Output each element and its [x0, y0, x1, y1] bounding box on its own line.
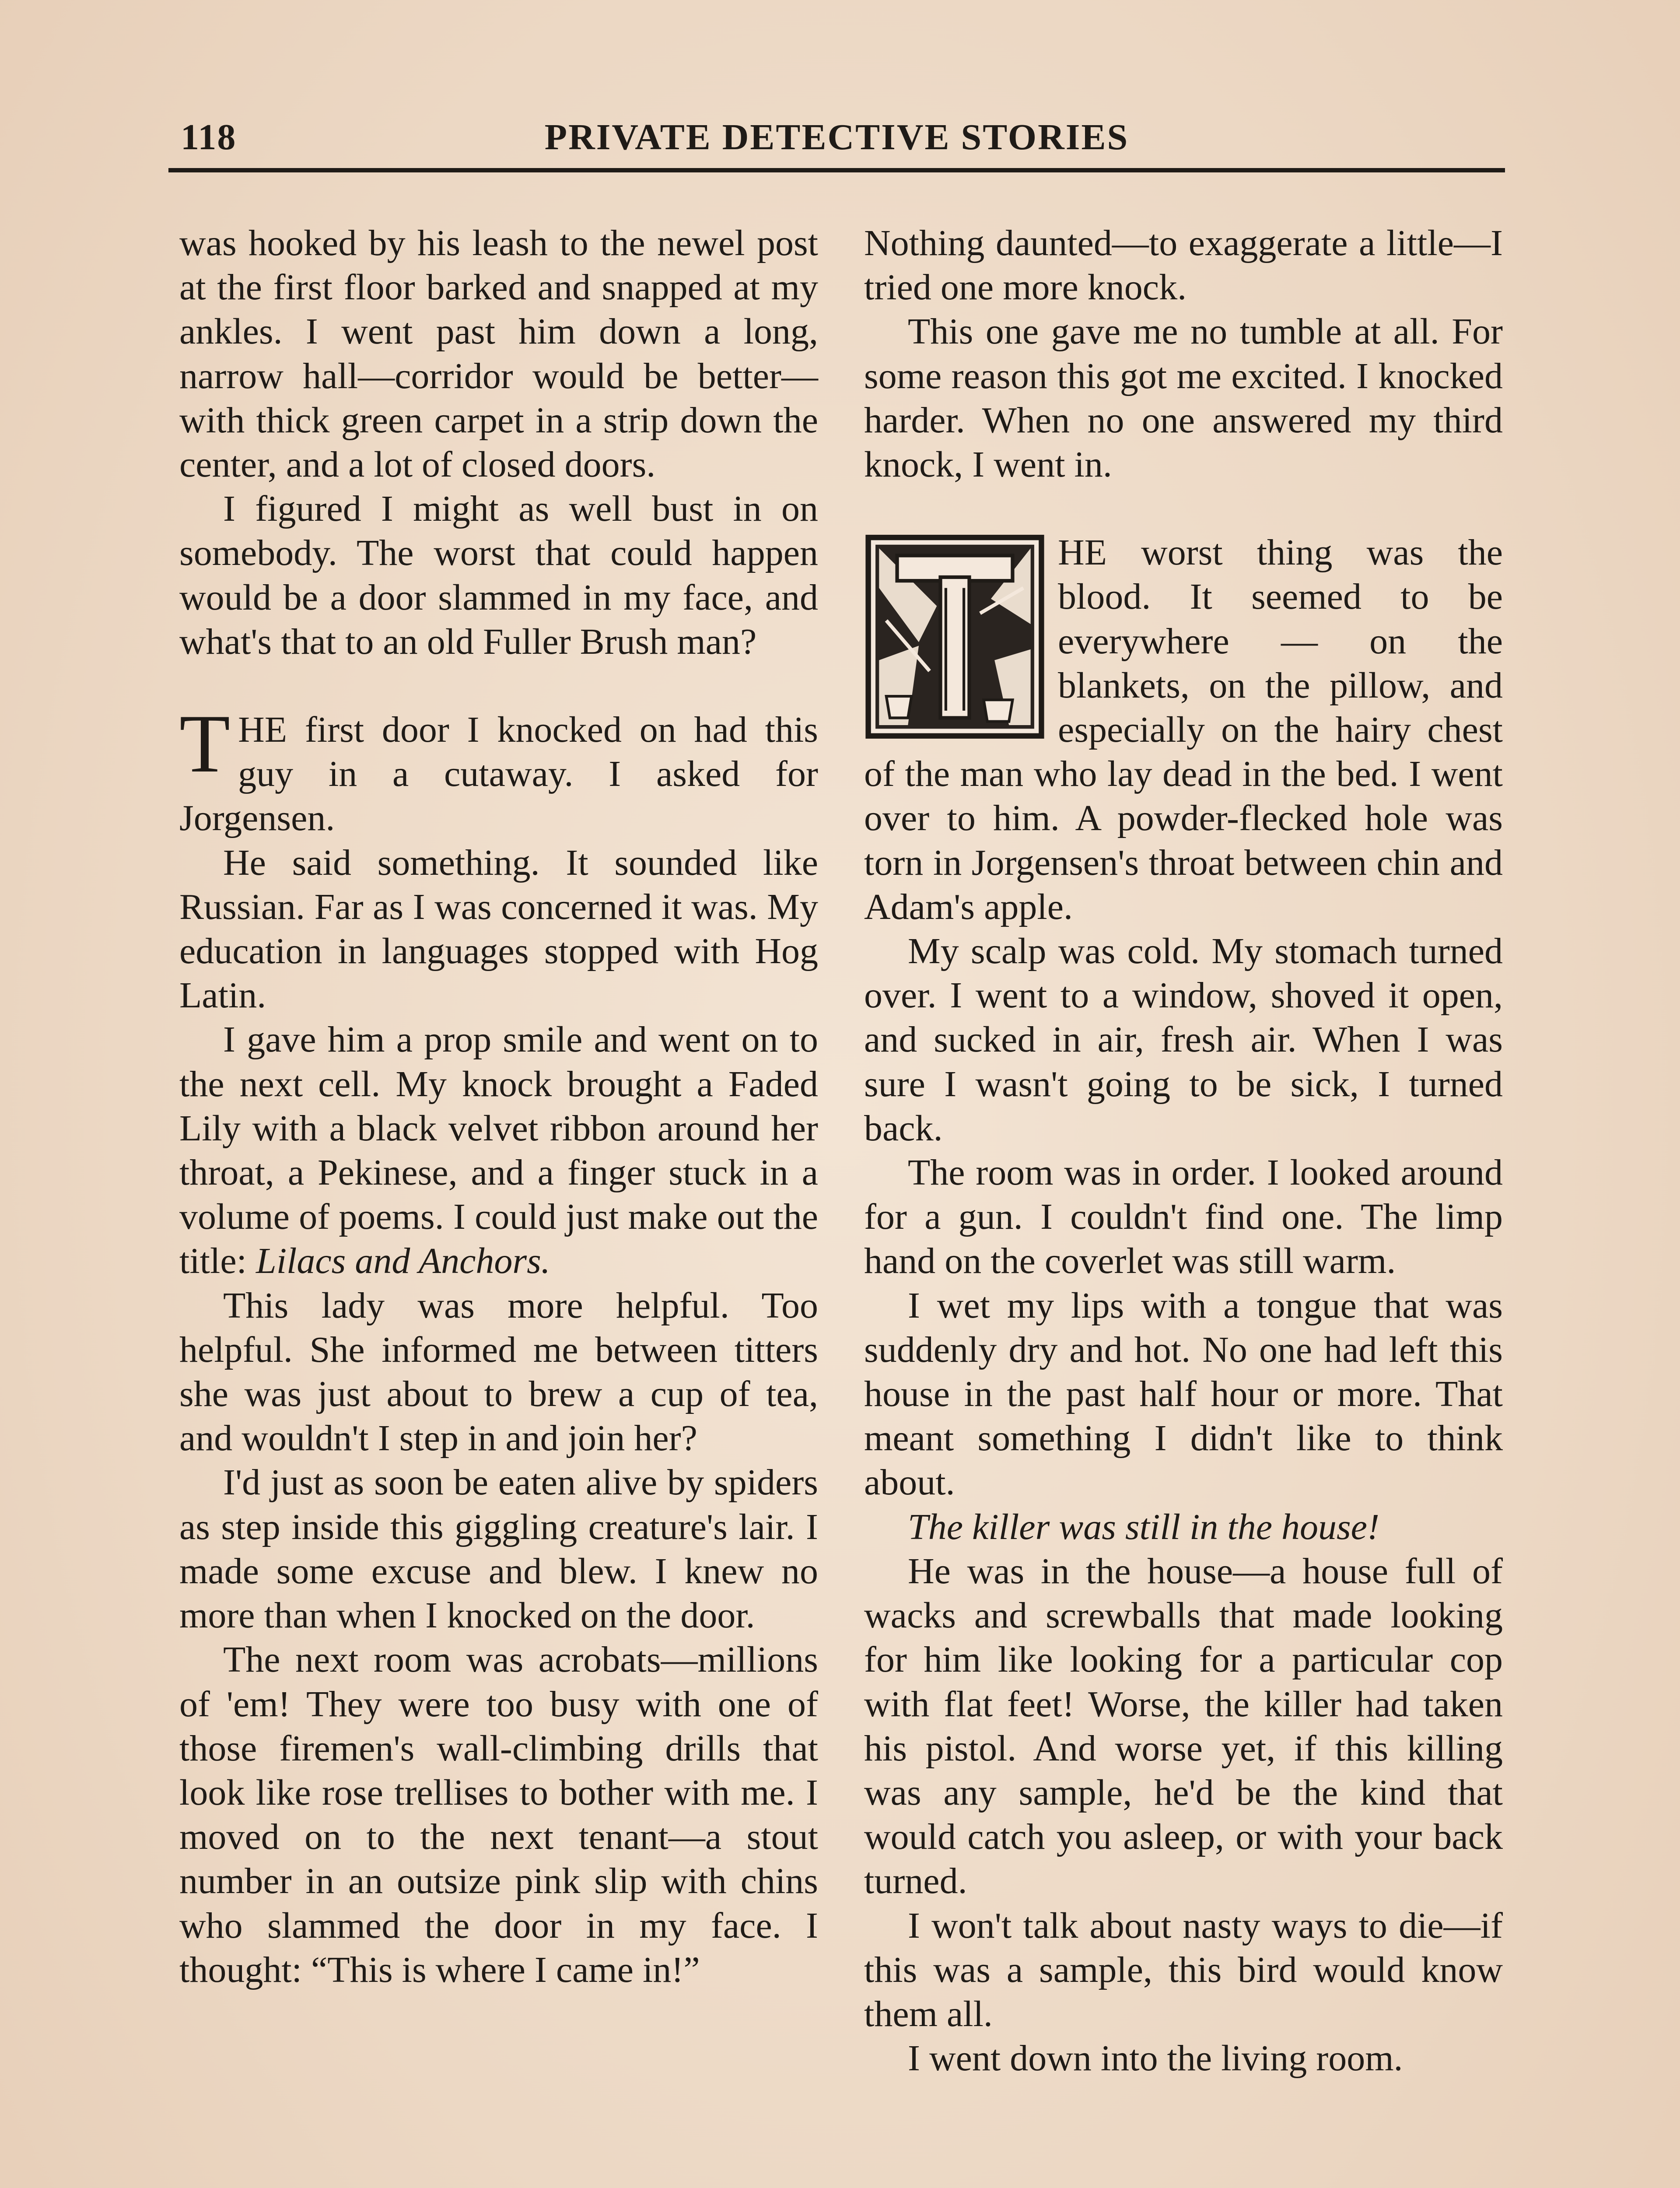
paragraph: My scalp was cold. My stomach turned over. I went to a window, shoved it open, and sucked in air, fresh air. When I was sure I wasn't going to be sick, I turned back. [864, 931, 1503, 1149]
ornate-drop-cap-t [864, 534, 1046, 740]
running-title: PRIVATE DETECTIVE STORIES [544, 117, 1129, 158]
woodcut-letter-t-icon [864, 534, 1046, 740]
page-header [168, 112, 1505, 164]
paragraph: Nothing daunted—to exaggerate a little—I tried one more knock. [864, 223, 1503, 308]
left-column [179, 221, 818, 1992]
paragraph: I'd just as soon be eaten alive by spiders as step inside this giggling creature's lair. I made some excuse and blew. I knew no more than when I knocked on the door. [179, 1462, 818, 1636]
section-opening-paragraph [864, 530, 1503, 929]
section-opening-paragraph [179, 698, 818, 841]
paragraph: This one gave me no tumble at all. For some reason this got me excited. I knocked harder. When no one answered my third knock, I went in. [864, 311, 1503, 485]
paragraph: This lady was more helpful. Too helpful. She informed me between titters she was just about to brew a cup of tea, and wouldn't I step in and join her? [179, 1285, 818, 1459]
emphasized-line: The killer was still in the house! [908, 1506, 1379, 1547]
paragraph: The next room was acrobats—millions of 'em! They were too busy with one of those firemen's wall-climbing drills that look like rose trellises to bother with me. I moved on to the next tenant—a stout number in an outsize pink slip with chins who slammed the door in my face. I thought: “This is where I came in!” [179, 1639, 818, 1990]
paragraph-text: HE worst thing was the blood. It seemed to be everywhere — on the blankets, on the pillow, and especially on the hairy chest of the man who lay dead in the bed. I went over to him. A powder-flecked hole was torn in Jorgensen's throat between chin and Adam's apple. [864, 532, 1503, 927]
paragraph: I won't talk about nasty ways to die—if this was a sample, this bird would know them all. [864, 1905, 1503, 2034]
paragraph: I went down into the living room. [908, 2038, 1403, 2079]
paragraph-text: I gave him a prop smile and went on to the next cell. My knock brought a Faded Lily with a black velvet ribbon around her throat, a Pekinese, and a finger stuck in a volume of poems. I could just make out the title: [179, 1019, 818, 1282]
book-title: Lilacs and Anchors. [256, 1241, 550, 1282]
paragraph: was hooked by his leash to the newel post at the first floor barked and snapped at my ankles. I went past him down a long, narrow hall—corridor would be better—with thick green carpet in a strip down the center, and a lot of closed doors. [179, 223, 818, 485]
paragraph-text: HE first door I knocked on had this guy in a cutaway. I asked for Jorgensen. [179, 709, 818, 839]
paragraph: I figured I might as well bust in on somebody. The worst that could happen would be a door slammed in my face, and what's that to an old Fuller Brush man? [179, 488, 818, 662]
page-number: 118 [181, 117, 237, 158]
paragraph: The room was in order. I looked around for a gun. I couldn't find one. The limp hand on the coverlet was still warm. [864, 1152, 1503, 1282]
header-rule [168, 168, 1505, 172]
right-column [864, 221, 1503, 2080]
paragraph: He was in the house—a house full of wacks and screwballs that made looking for him like looking for a particular cop with flat feet! Worse, the killer had taken his pistol. And worse yet, if this killing was any sample, he'd be the kind that would catch you asleep, or with your back turned. [864, 1550, 1503, 1902]
paragraph: I wet my lips with a tongue that was suddenly dry and hot. No one had left this house in the past half hour or more. That meant something I didn't like to think about. [864, 1285, 1503, 1503]
paragraph: He said something. It sounded like Russian. Far as I was concerned it was. My education in languages stopped with Hog Latin. [179, 842, 818, 1016]
paragraph [179, 1017, 818, 1283]
drop-cap: T [179, 698, 231, 790]
